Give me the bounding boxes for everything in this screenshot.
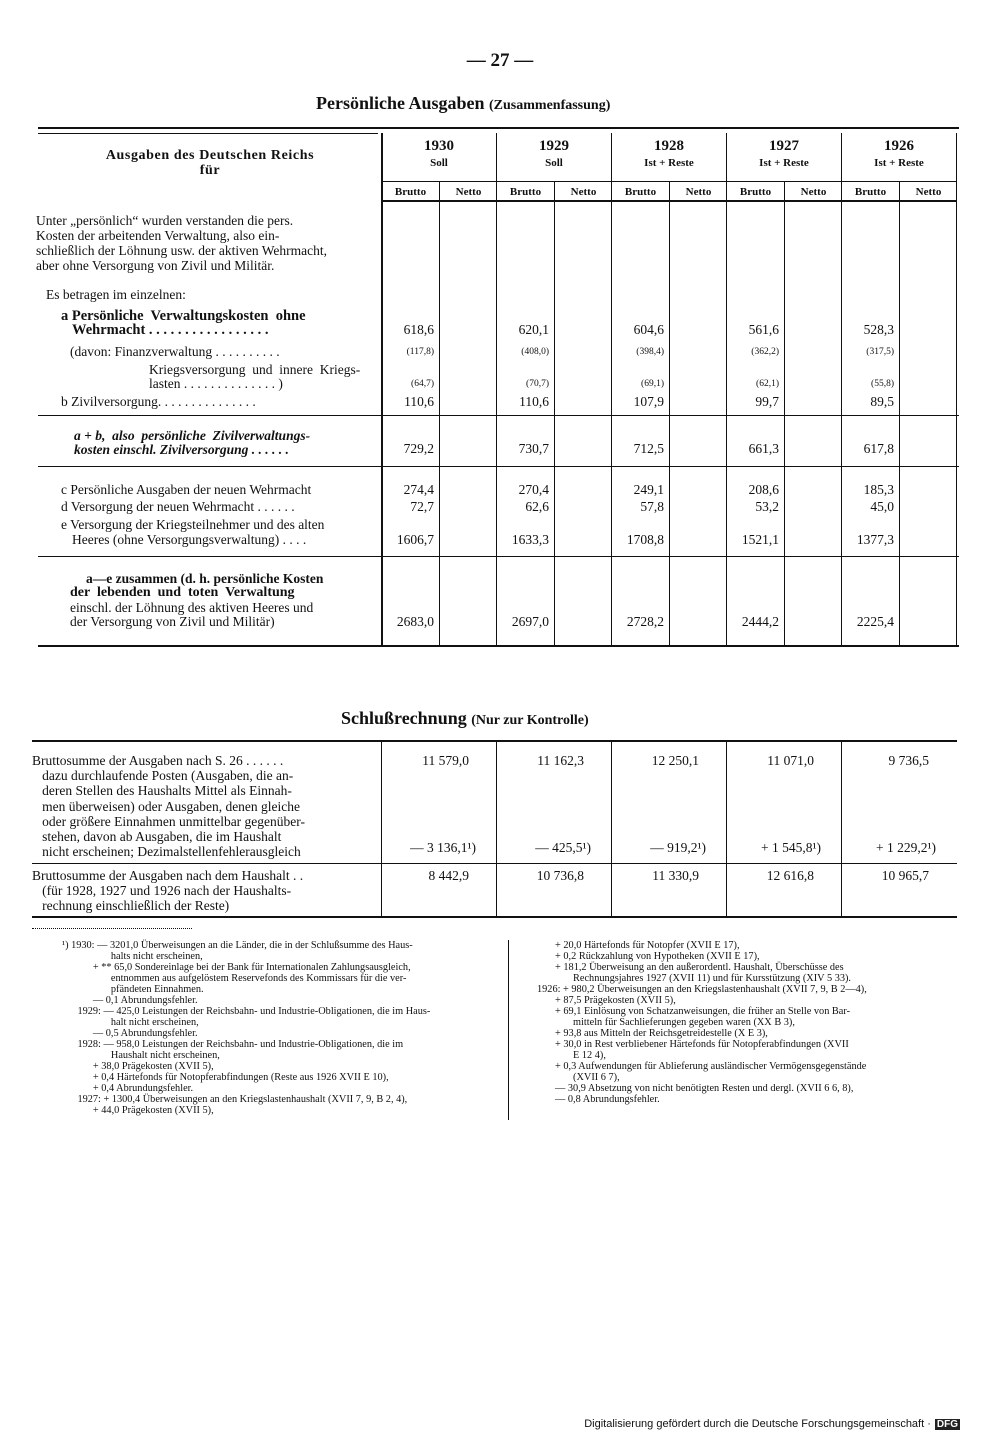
cell-e-1927: 1521,1 <box>741 532 779 547</box>
netto-label: Netto <box>685 186 712 198</box>
row-total-label-4: der Versorgung von Zivil und Militär) <box>70 614 275 629</box>
cell-ab-1928: 712,5 <box>633 441 664 456</box>
cell-kv-1929: (70,7) <box>526 379 549 389</box>
cell-ab-1929: 730,7 <box>518 441 549 456</box>
t2-row2-1930: 8 442,9 <box>428 868 469 883</box>
cell-kv-1930: (64,7) <box>411 379 434 389</box>
dfg-logo: DFG <box>936 1419 958 1430</box>
cell-b-1929: 110,6 <box>519 394 549 409</box>
brutto-label: Brutto <box>394 186 427 198</box>
cell-d-1927: 53,2 <box>755 499 779 514</box>
t2-row1-1926: 9 736,5 <box>888 753 929 768</box>
cell-c-1927: 208,6 <box>748 482 779 497</box>
row-ab-label-1: a + b, also persönliche Zivilverwaltungs- <box>74 428 311 443</box>
row-kv-label-2: lasten . . . . . . . . . . . . . . ) <box>149 376 283 391</box>
table2-title-sub: (Nur zur Kontrolle) <box>471 713 589 728</box>
cell-total-1926: 2225,4 <box>856 614 894 629</box>
cell-ab-1926: 617,8 <box>863 441 894 456</box>
cell-b-1927: 99,7 <box>755 394 779 409</box>
row-total-label-1: a—e zusammen (d. h. persönliche Kosten <box>86 571 324 586</box>
cell-kv-1927: (62,1) <box>756 379 779 389</box>
cell-ab-1927: 661,3 <box>748 441 779 456</box>
t2-adj-1928: — 919,2¹) <box>650 840 706 855</box>
table2-row2-label: Bruttosumme der Ausgaben nach dem Haushalt . . (für 1928, 1927 und 1926 nach der Haushalts- rechnung einschließlich der Reste) <box>32 868 304 913</box>
year-header-1927: 1927 Ist + Reste <box>759 138 809 169</box>
footnotes-left: ¹) 1930: — 3201,0 Überweisungen an die Länder, die in der Schlußsumme des Haus- halts nicht erscheinen, + ** 65,0 Sondereinlage bei der Bank für Internationalen Zahlungsausgleich, entnommen aus aufgelöstem Reservefonds des Kommissars für die ver- pfändeten Einnahmen. — 0,1 Abrundungsfehler. 1929: — 425,0 Leistungen der Reichsbahn- und Industrie-Obligationen, die im Haus- halt nicht erscheinen, — 0,5 Abrundungsfehler. 1928: — 958,0 Leistungen der Reichsbahn- und Industrie-Obligationen, die im Haushalt nicht erscheinen, + 38,0 Prägekosten (XVII 5), + 0,4 Härtefonds für Notopferabfindungen (Reste aus 1926 XVII E 10), + 0,4 Abrundungsfehler. 1927: + 1300,4 Überweisungen an den Kriegslastenhaushalt (XVII 7, 9, B 2, 4), + 44,0 Prägekosten (XVII 5), <box>62 940 431 1116</box>
table2-title-main: Schlußrechnung <box>341 708 467 728</box>
brutto-label: Brutto <box>739 186 772 198</box>
cell-fin-1926: (317,5) <box>866 347 894 357</box>
table1-header-label: Ausgaben des Deutschen Reichs für <box>105 148 315 178</box>
row-ab-label-2: kosten einschl. Zivilversorgung . . . . . . <box>74 442 289 457</box>
t2-row2-1927: 12 616,8 <box>766 868 814 883</box>
cell-total-1927: 2444,2 <box>741 614 779 629</box>
t2-adj-1929: — 425,5¹) <box>535 840 591 855</box>
t2-adj-1930: — 3 136,1¹) <box>410 840 476 855</box>
row-fin-label: (davon: Finanzverwaltung . . . . . . . . . . <box>70 344 280 359</box>
cell-total-1928: 2728,2 <box>626 614 664 629</box>
footer-text: Digitalisierung gefördert durch die Deutsche Forschungsgemeinschaft · <box>584 1418 931 1430</box>
cell-d-1929: 62,6 <box>525 499 549 514</box>
brutto-label: Brutto <box>509 186 542 198</box>
brutto-label: Brutto <box>624 186 657 198</box>
t2-row1-1928: 12 250,1 <box>651 753 699 768</box>
cell-a-1930: 618,6 <box>403 322 434 337</box>
cell-fin-1929: (408,0) <box>521 347 549 357</box>
netto-label: Netto <box>570 186 597 198</box>
t2-adj-1926: + 1 229,2¹) <box>875 840 936 855</box>
netto-label: Netto <box>915 186 942 198</box>
cell-c-1926: 185,3 <box>863 482 894 497</box>
cell-b-1926: 89,5 <box>870 394 894 409</box>
cell-fin-1927: (362,2) <box>751 347 779 357</box>
row-e-label-2: Heeres (ohne Versorgungsverwaltung) . . . . <box>72 532 307 547</box>
cell-c-1930: 274,4 <box>403 482 434 497</box>
row-kv-label-1: Kriegsversorgung und innere Kriegs- <box>149 362 361 377</box>
netto-label: Netto <box>800 186 827 198</box>
cell-kv-1926: (55,8) <box>871 379 894 389</box>
cell-e-1930: 1606,7 <box>396 532 434 547</box>
page-number: — 27 — <box>466 50 534 71</box>
table1-intro: Unter „persönlich“ wurden verstanden die pers. Kosten der arbeitenden Verwaltung, also ein- schließlich der Löhnung usw. der aktiven Wehrmacht, aber ohne Versorgung von Zivil und Militär. <box>36 213 327 273</box>
cell-b-1930: 110,6 <box>404 394 434 409</box>
cell-kv-1928: (69,1) <box>641 379 664 389</box>
year-header-1926: 1926 Ist + Reste <box>874 138 924 169</box>
cell-e-1928: 1708,8 <box>626 532 664 547</box>
cell-a-1929: 620,1 <box>518 322 549 337</box>
footnotes-right: + 20,0 Härtefonds für Notopfer (XVII E 17), + 0,2 Rückzahlung von Hypotheken (XVII E 17), + 181,2 Überweisung an den außerordentl. Haushalt, Überschüsse des Rechnungsjahres 1927 (XVII 11) und für Kursstützung (XIV 5 33). 1926: + 980,2 Überweisungen an den Kriegslastenhaushalt (XVII 7, 9, B 2—4), + 87,5 Prägekosten (XVII 5), + 69,1 Einlösung von Schatzanweisungen, die früher an Stelle von Bar- mitteln für Sachlieferungen gegeben waren (XX B 3), + 93,8 aus Mitteln der Reichsgetreidestelle (X E 3), + 30,0 in Rest verbliebener Härtefonds für Notopferabfindungen (XVII E 12 4), + 0,3 Aufwendungen für Ablieferung ausländischer Vermögensgegenstände (XVII 6 7), — 30,9 Absetzung von nicht benötigten Resten und dergl. (XVII 6 6, 8), — 0,8 Abrundungsfehler. <box>537 940 867 1105</box>
year-header-1928: 1928 Ist + Reste <box>644 138 694 169</box>
t2-adj-1927: + 1 545,8¹) <box>760 840 821 855</box>
year-header-1930: 1930 Soll <box>424 138 454 169</box>
t2-row1-1927: 11 071,0 <box>767 753 814 768</box>
row-b-label: b Zivilversorgung. . . . . . . . . . . . . . . <box>61 394 256 409</box>
cell-total-1930: 2683,0 <box>396 614 434 629</box>
row-e-label-1: e Versorgung der Kriegsteilnehmer und des alten <box>61 517 325 532</box>
footer-credit <box>584 1418 960 1430</box>
row-d-label: d Versorgung der neuen Wehrmacht . . . . . . <box>61 499 295 514</box>
row-a-label-1: a Persönliche Verwaltungskosten ohne <box>61 308 306 324</box>
cell-a-1928: 604,6 <box>633 322 664 337</box>
table1-title-sub: (Zusammenfassung) <box>489 98 611 113</box>
netto-label: Netto <box>455 186 482 198</box>
cell-fin-1930: (117,8) <box>406 347 434 357</box>
t2-row2-1928: 11 330,9 <box>652 868 699 883</box>
row-total-label-3: einschl. der Löhnung des aktiven Heeres und <box>70 600 314 615</box>
cell-total-1929: 2697,0 <box>511 614 549 629</box>
table2-row1-label: Bruttosumme der Ausgaben nach S. 26 . . . . . . dazu durchlaufende Posten (Ausgaben, die an- deren Stellen des Haushalts Mittel als Einnah- men überweisen) oder Ausgaben, denen gleiche oder größere Einnahmen unmittelbar gegenüber- stehen, davon ab Ausgaben, die im Haushalt nicht erscheinen; Dezimalstellenfehlerausgleich <box>32 753 305 860</box>
t2-row2-1926: 10 965,7 <box>881 868 929 883</box>
cell-fin-1928: (398,4) <box>636 347 664 357</box>
table2-title <box>341 708 589 729</box>
row-c-label: c Persönliche Ausgaben der neuen Wehrmacht <box>61 482 312 497</box>
t2-row2-1929: 10 736,8 <box>536 868 584 883</box>
t2-row1-1929: 11 162,3 <box>537 753 584 768</box>
cell-d-1930: 72,7 <box>410 499 434 514</box>
cell-d-1926: 45,0 <box>870 499 894 514</box>
cell-e-1929: 1633,3 <box>511 532 549 547</box>
cell-b-1928: 107,9 <box>633 394 664 409</box>
t2-row1-1930: 11 579,0 <box>422 753 469 768</box>
cell-d-1928: 57,8 <box>640 499 664 514</box>
cell-c-1929: 270,4 <box>518 482 549 497</box>
table1-title <box>316 93 610 114</box>
brutto-label: Brutto <box>854 186 887 198</box>
year-header-1929: 1929 Soll <box>539 138 569 169</box>
cell-a-1926: 528,3 <box>863 322 894 337</box>
cell-ab-1930: 729,2 <box>403 441 434 456</box>
cell-e-1926: 1377,3 <box>856 532 894 547</box>
cell-c-1928: 249,1 <box>633 482 664 497</box>
table1-title-main: Persönliche Ausgaben <box>316 93 485 113</box>
row-a-label-2: Wehrmacht . . . . . . . . . . . . . . . . . <box>72 322 269 338</box>
es-betragen-label: Es betragen im einzelnen: <box>46 287 186 302</box>
cell-a-1927: 561,6 <box>748 322 779 337</box>
row-total-label-2: der lebenden und toten Verwaltung <box>70 585 295 600</box>
